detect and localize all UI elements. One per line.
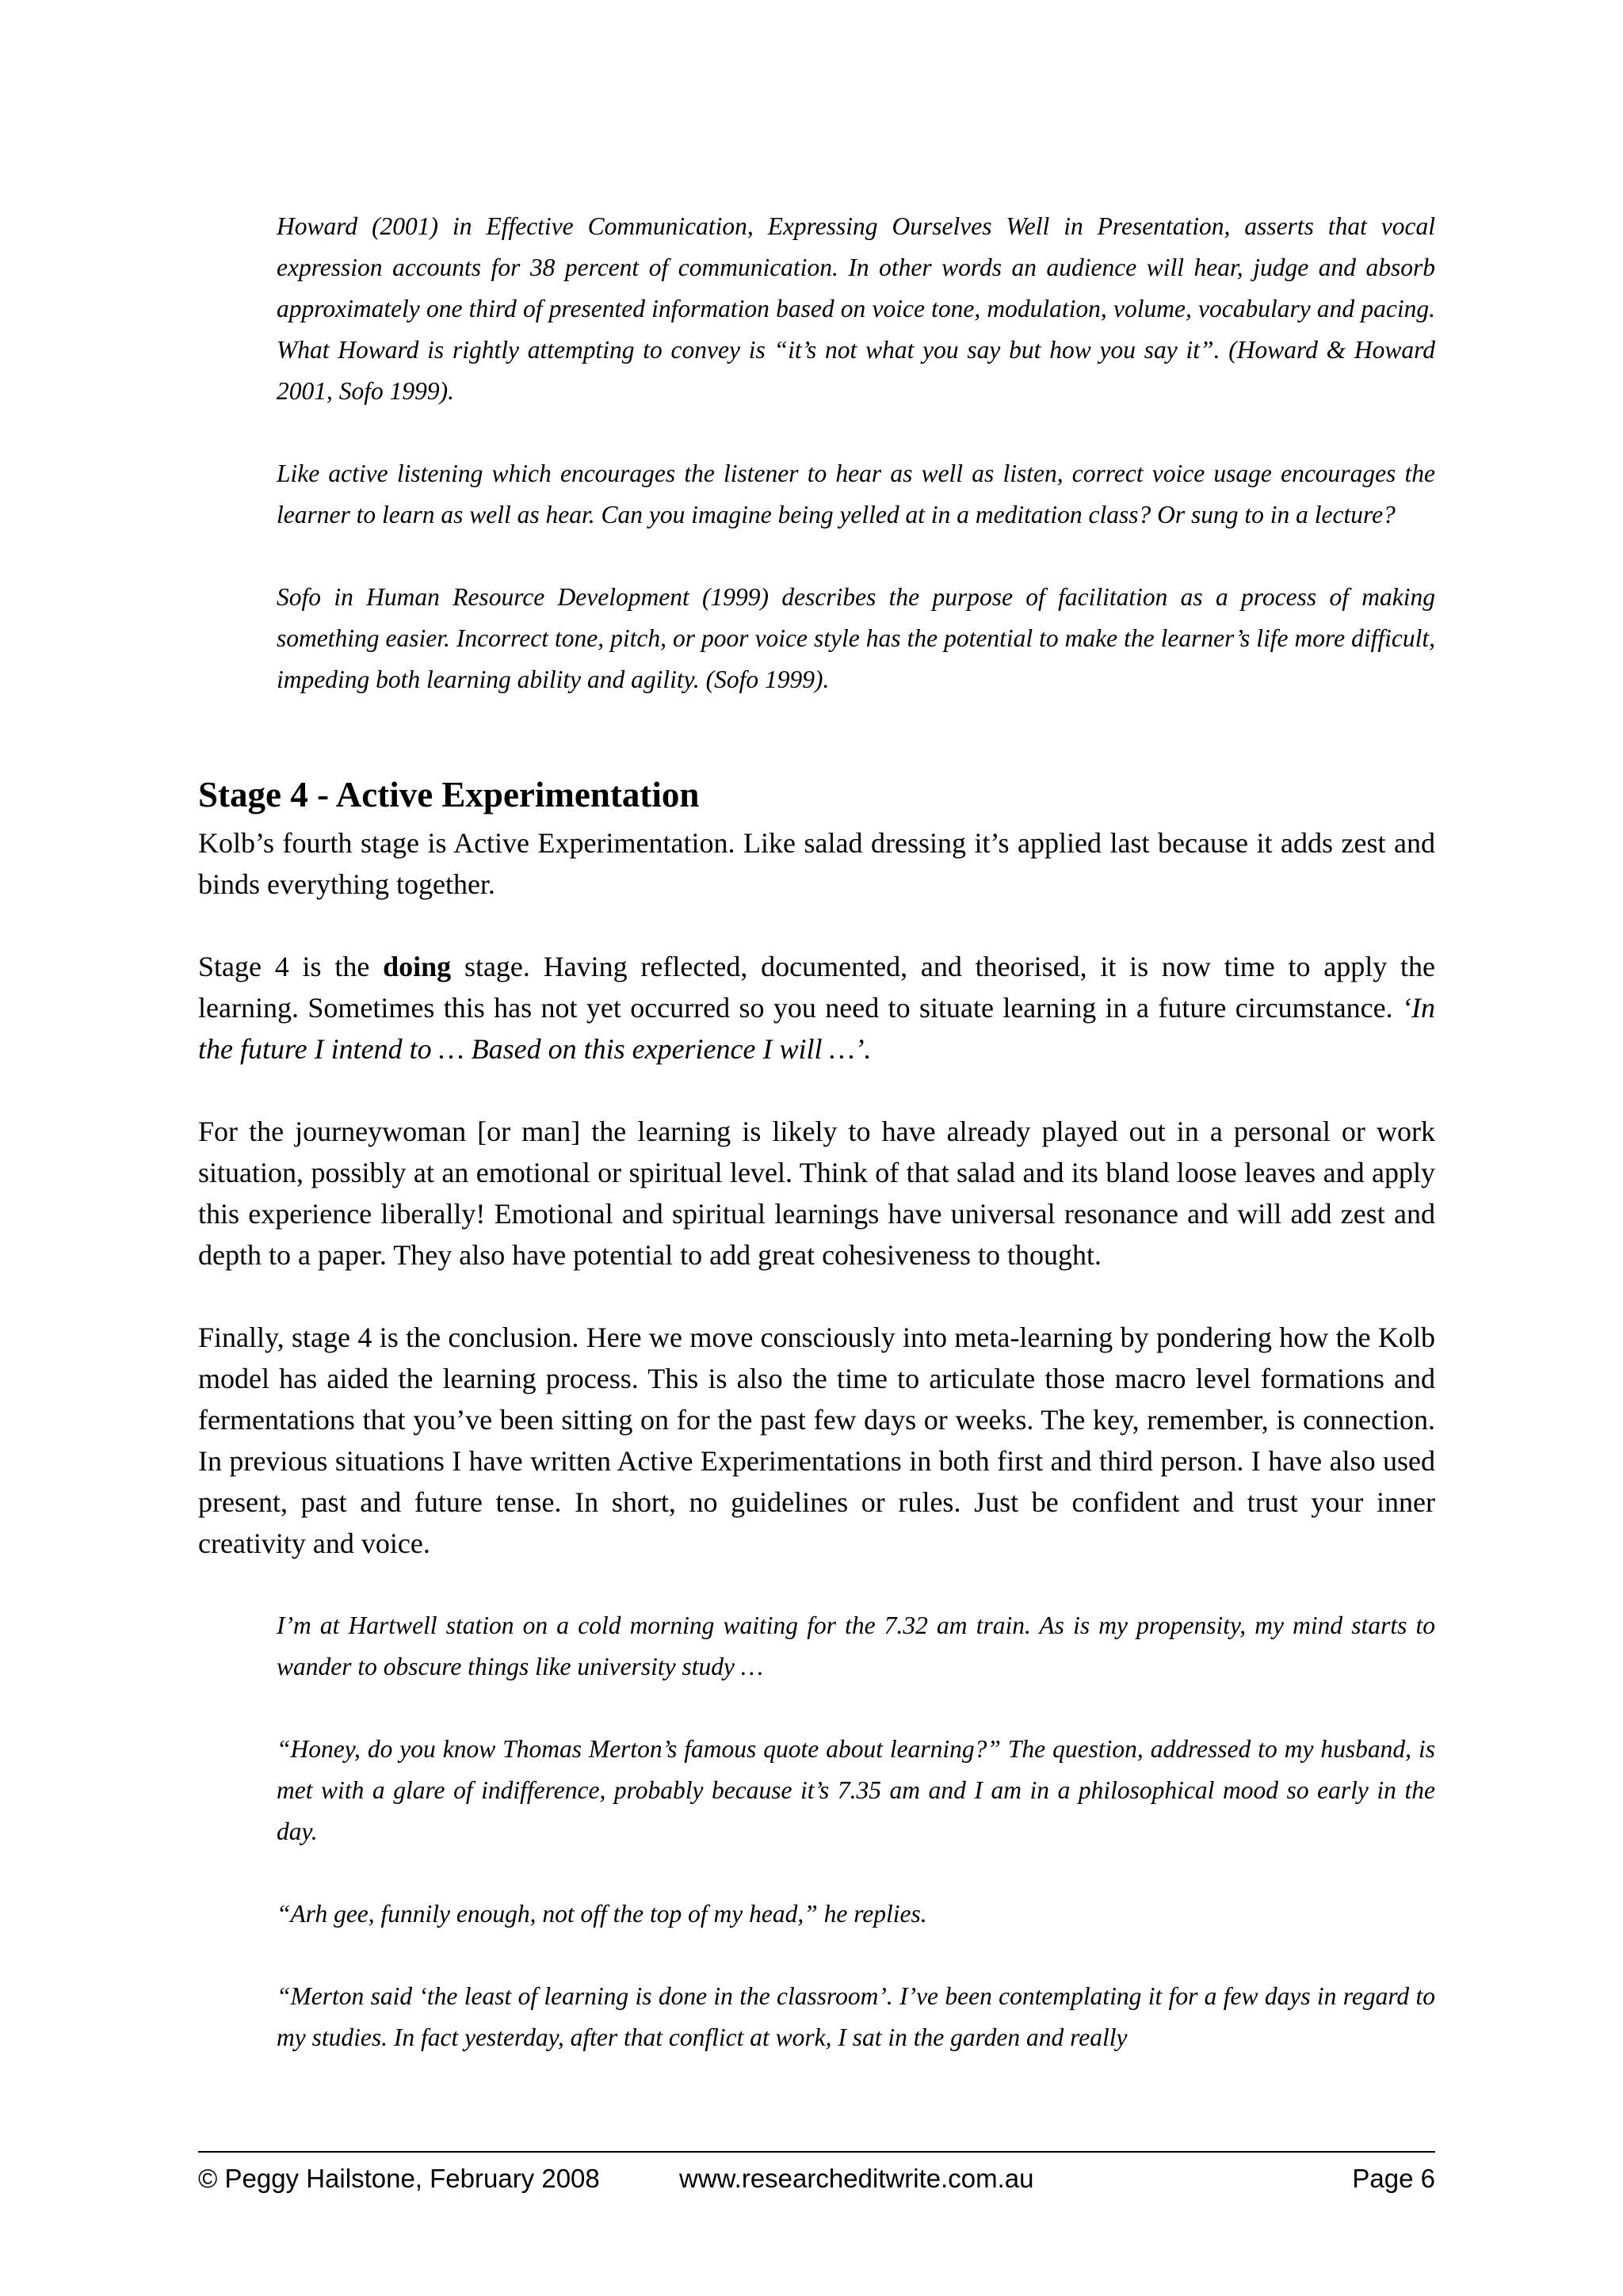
doing-bold-word: doing — [383, 951, 452, 982]
footer-divider — [198, 2151, 1435, 2153]
quote-paragraph-sofo: Sofo in Human Resource Development (1999) describes the purpose of facilitation as a process of making something easier. Incorrect tone, pitch, or poor voice style has the potential to make the learner’s life more difficult, impeding both learning ability and agility. (Sofo 1999). — [277, 583, 1435, 693]
quote-paragraph-merton-said: “Merton said ‘the least of learning is done in the classroom’. I’ve been contemplating it for a few days in regard to my studies. In fact yesterday, after that conflict at work, I sat in the garden and really — [277, 1982, 1435, 2051]
quote-paragraph-howard: Howard (2001) in Effective Communication, Expressing Ourselves Well in Presentation, asserts that vocal expression accounts for 38 percent of communication. In other words an audience will hear, judge and absorb approximately one third of presented information based on voice tone, modulation, volume, vocabulary and pacing. What Howard is rightly attempting to convey is “it’s not what you say but how you say it”. (Howard & Howard 2001, Sofo 1999). — [277, 212, 1435, 405]
body-paragraph-doing-stage — [198, 946, 1435, 1070]
quote-paragraph-active-listening: Like active listening which encourages the listener to hear as well as listen, correct voice usage encourages the learner to learn as well as hear. Can you imagine being yelled at in a meditation class? Or sung to in a lecture? — [277, 460, 1435, 528]
doing-text-before: Stage 4 is the — [198, 951, 384, 982]
body-paragraph-conclusion: Finally, stage 4 is the conclusion. Here we move consciously into meta-learning by pondering how the Kolb model has aided the learning process. This is also the time to articulate those macro level formations and fermentations that you’ve been sitting on for the past few days or weeks. The key, remember, is connection. In previous situations I have written Active Experimentations in both first and third person. I have also used present, past and future tense. In short, no guidelines or rules. Just be confident and trust your inner creativity and voice. — [198, 1322, 1435, 1559]
page-footer — [198, 2161, 1435, 2196]
footer-page-number: Page 6 — [1352, 2164, 1435, 2193]
section-heading: Stage 4 - Active Experimentation — [198, 775, 700, 814]
doing-italic-quote: ‘In the future I intend to … Based on this experience I will …’. — [198, 992, 1435, 1065]
quote-paragraph-merton-question: “Honey, do you know Thomas Merton’s famous quote about learning?” The question, addressed to my husband, is met with a glare of indifference, probably because it’s 7.35 am and I am in a philosophical mood so early in the day. — [277, 1735, 1435, 1845]
quote-paragraph-reply: “Arh gee, funnily enough, not off the top of my head,” he replies. — [277, 1900, 927, 1928]
quote-paragraph-hartwell: I’m at Hartwell station on a cold morning waiting for the 7.32 am train. As is my propensity, my mind starts to wander to obscure things like university study … — [277, 1611, 1435, 1680]
body-paragraph-intro: Kolb’s fourth stage is Active Experimentation. Like salad dressing it’s applied last because it adds zest and binds everything together. — [198, 827, 1435, 900]
footer-website-link[interactable]: www.researcheditwrite.com.au — [679, 2164, 1034, 2193]
doing-text-after: stage. Having reflected, documented, and theorised, it is now time to apply the learning. Sometimes this has not yet occurred so you need to situate learning in a future circumstance. — [198, 951, 1435, 1024]
section-body — [198, 822, 1435, 1564]
footer-copyright: © Peggy Hailstone, February 2008 — [198, 2164, 600, 2193]
body-paragraph-journeywoman: For the journeywoman [or man] the learning is likely to have already played out in a personal or work situation, possibly at an emotional or spiritual level. Think of that salad and its bland loose leaves and apply this experience liberally! Emotional and spiritual learnings have universal resonance and will add zest and depth to a paper. They also have potential to add great cohesiveness to thought. — [198, 1116, 1435, 1271]
top-quote-block — [277, 206, 1435, 700]
bottom-quote-block — [277, 1605, 1435, 2058]
